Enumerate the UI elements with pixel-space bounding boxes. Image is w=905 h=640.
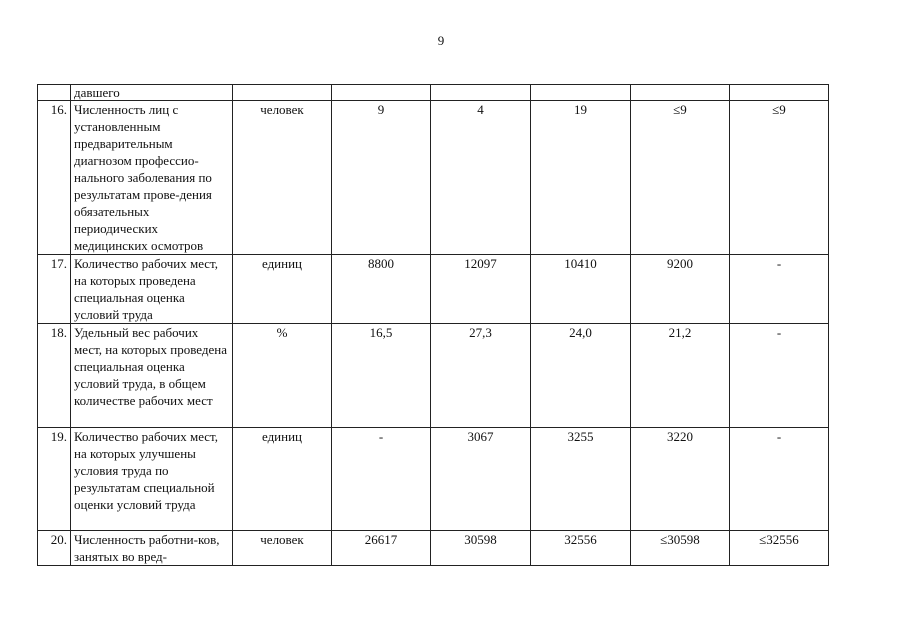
table-row-16	[38, 101, 829, 255]
row-value-2: 27,3	[431, 324, 531, 428]
row-unit: %	[233, 324, 332, 428]
row-value-3: 10410	[531, 255, 631, 324]
row-value-4: ≤30598	[631, 531, 730, 566]
table-row-18	[38, 324, 829, 428]
table-row-17	[38, 255, 829, 324]
row-value-1: 26617	[332, 531, 431, 566]
row-value-5: -	[730, 428, 829, 531]
cell-num	[38, 85, 71, 101]
row-number: 20.	[38, 531, 71, 566]
indicators-table	[37, 84, 829, 566]
row-value-3: 3255	[531, 428, 631, 531]
row-description: Количество рабочих мест, на которых проведена специальная оценка условий труда	[71, 255, 233, 324]
row-value-4: 9200	[631, 255, 730, 324]
row-number: 17.	[38, 255, 71, 324]
row-number: 19.	[38, 428, 71, 531]
row-unit: единиц	[233, 428, 332, 531]
row-unit: единиц	[233, 255, 332, 324]
row-value-2: 12097	[431, 255, 531, 324]
row-value-5: ≤32556	[730, 531, 829, 566]
table-row-20	[38, 531, 829, 566]
cell-value	[730, 85, 829, 101]
row-value-2: 30598	[431, 531, 531, 566]
cell-unit	[233, 85, 332, 101]
row-description: Количество рабочих мест, на которых улучшены условия труда по результатам специальной оценки условий труда	[71, 428, 233, 531]
table-row-19	[38, 428, 829, 531]
row-value-2: 3067	[431, 428, 531, 531]
row-value-3: 32556	[531, 531, 631, 566]
continuation-row	[38, 85, 829, 101]
page-number: 9	[437, 33, 445, 48]
cell-value	[431, 85, 531, 101]
row-value-5: -	[730, 255, 829, 324]
cell-value	[332, 85, 431, 101]
row-description: Численность лиц с установленным предварительным диагнозом профессио-нального заболевания по результатам прове-дения обязательных периодических медицинских осмотров	[71, 101, 233, 255]
row-value-4: ≤9	[631, 101, 730, 255]
cell-value	[631, 85, 730, 101]
cell-desc: давшего	[71, 85, 233, 101]
row-unit: человек	[233, 101, 332, 255]
row-description: Удельный вес рабочих мест, на которых проведена специальная оценка условий труда, в общем количестве рабочих мест	[71, 324, 233, 428]
row-number: 18.	[38, 324, 71, 428]
row-value-1: 16,5	[332, 324, 431, 428]
row-unit: человек	[233, 531, 332, 566]
row-value-5: -	[730, 324, 829, 428]
row-value-5: ≤9	[730, 101, 829, 255]
row-number: 16.	[38, 101, 71, 255]
row-value-1: 8800	[332, 255, 431, 324]
cell-value	[531, 85, 631, 101]
row-value-4: 3220	[631, 428, 730, 531]
row-value-1: 9	[332, 101, 431, 255]
row-description: Численность работни-ков, занятых во вред-	[71, 531, 233, 566]
row-value-1: -	[332, 428, 431, 531]
row-value-2: 4	[431, 101, 531, 255]
row-value-3: 24,0	[531, 324, 631, 428]
row-value-4: 21,2	[631, 324, 730, 428]
row-value-3: 19	[531, 101, 631, 255]
